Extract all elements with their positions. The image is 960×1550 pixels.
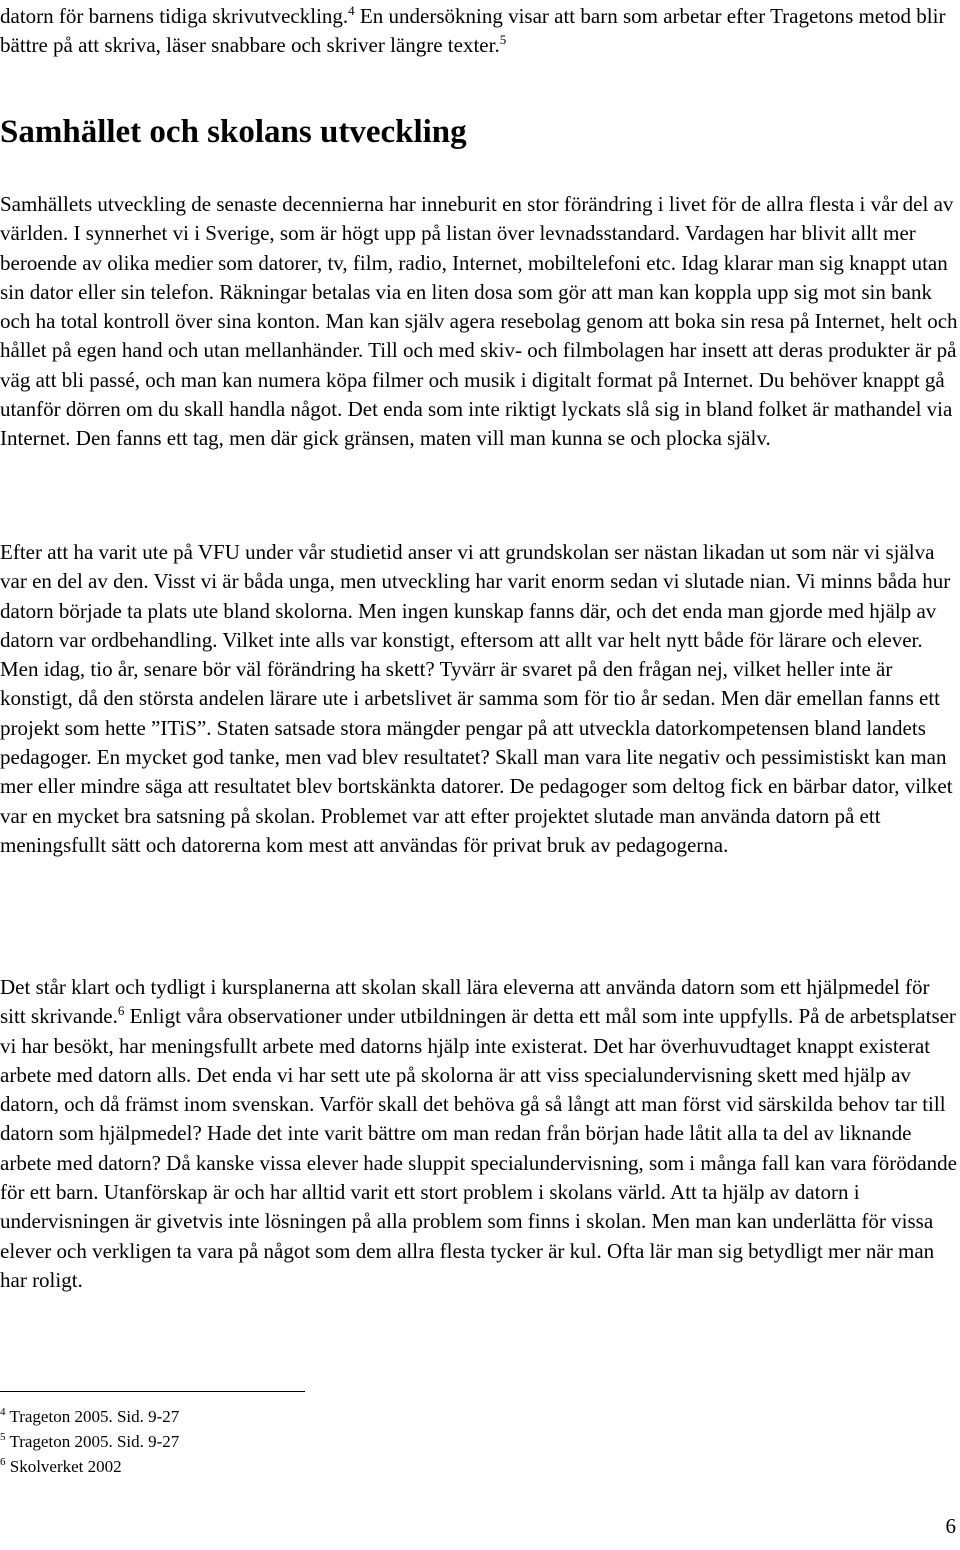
body-paragraph-2: Efter att ha varit ute på VFU under vår studietid anser vi att grundskolan ser nästan likadan ut som när vi själva var en del av den. Visst vi är båda unga, men utveckling har varit enorm sedan vi slutade nian. Vi minns båda hur datorn började ta plats ute bland skolorna. Men ingen kunskap fanns där, och det enda man gjorde med hjälp av datorn var ordbehandling. Vilket inte alls var konstigt, eftersom att allt var helt nytt både för lärare och elever. Men idag, tio år, senare bör väl förändring ha skett? Tyvärr är svaret på den frågan nej, vilket heller inte är konstigt, då den största andelen lärare ute i arbetslivet är samma som för tio år sedan. Men där emellan fanns ett projekt som hette ”ITiS”. Staten satsade stora mängder pengar på att utveckla datorkompetensen bland landets pedagoger. En mycket god tanke, men vad blev resultatet? Skall man vara lite negativ och pessimistiskt kan man mer eller mindre säga att resultatet blev bortskänkta datorer. De pedagoger som deltog fick en bärbar dator, vilket var en mycket bra satsning på skolan. Problemet var att efter projektet slutade man använda datorn på ett meningsfullt sätt och datorerna kom mest att användas för privat bruk av pedagogerna. xyxy=(0,540,953,857)
footnote-text: Skolverket 2002 xyxy=(5,1457,122,1476)
footnote-text: Trageton 2005. Sid. 9-27 xyxy=(5,1432,180,1451)
footnotes-list xyxy=(0,1404,179,1479)
footnote-separator xyxy=(0,1391,305,1392)
footnote-ref-6: 6 xyxy=(117,1003,125,1019)
paragraph-3-text-1: Det står klart och tydligt i kursplanerna att skolan skall lära eleverna att använda datorn som ett hjälpmedel för sitt skrivande. xyxy=(0,975,930,1029)
footnote-ref-4: 4 xyxy=(348,3,355,18)
intro-text-1: datorn för barnens tidiga skrivutveckling. xyxy=(0,4,349,28)
page-number: 6 xyxy=(945,1514,956,1538)
body-paragraph-1: Samhällets utveckling de senaste decennierna har inneburit en stor förändring i livet för de allra flesta i vår del av världen. I synnerhet vi i Sverige, som är högt upp på listan över levnadsstandard. Vardagen har blivit allt mer beroende av olika medier som datorer, tv, film, radio, Internet, mobiltelefoni etc. Idag klarar man sig knappt utan sin dator eller sin telefon. Räkningar betalas via en liten dosa som gör att man kan koppla upp sig mot sin bank och ha total kontroll över sina konton. Man kan själv agera resebolag genom att boka sin resa på Internet, helt och hållet på egen hand och utan mellanhänder. Till och med skiv- och filmbolagen har insett att deras produkter är på väg att bli passé, och man kan numera köpa filmer och musik i digitalt format på Internet. Du behöver knappt gå utanför dörren om du skall handla något. Det enda som inte riktigt lyckats slå sig in bland folket är mathandel via Internet. Den fanns ett tag, men där gick gränsen, maten vill man kunna se och plocka själv. xyxy=(0,192,958,451)
intro-text-2: En undersökning visar att barn som arbetar efter Tragetons metod blir bättre på att skriva, läser snabbare och skriver längre texter. xyxy=(0,4,946,57)
paragraph-3-text-2: Enligt våra observationer under utbildningen är detta ett mål som inte uppfylls. På de arbetsplatser vi har besökt, har meningsfullt arbete med datorns hjälp inte existerat. Det har överhuvudtaget knappt existerat arbete med datorn alls. Det enda vi har sett ute på skolorna är att viss specialundervisning skett med hjälp av datorn, och då främst inom svenskan. Varför skall det behöva gå så långt att man först vid särskilda behov tar till datorn som hjälpmedel? Hade det inte varit bättre om man redan från början hade låtit alla ta del av liknande arbete med datorn? Då kanske vissa elever hade sluppit specialundervisning, som i många fall kan vara förödande för ett barn. Utanförskap är och har alltid varit ett stort problem i skolans värld. Att ta hjälp av datorn i undervisningen är givetvis inte lösningen på alla problem som finns i skolan. Men man kan underlätta för vissa elever och verkligen ta vara på något som dem allra flesta tycker är kul. Ofta lär man sig betydligt mer när man har roligt. xyxy=(0,1004,957,1292)
section-heading: Samhället och skolans utveckling xyxy=(0,114,467,150)
footnote-item xyxy=(0,1454,179,1479)
footnote-item xyxy=(0,1429,179,1454)
footnote-ref-5: 5 xyxy=(499,32,507,47)
footnote-number: 5 xyxy=(0,1431,6,1443)
intro-paragraph xyxy=(0,2,958,60)
body-paragraph-3 xyxy=(0,973,958,1295)
footnote-number: 6 xyxy=(0,1456,6,1468)
footnote-text: Trageton 2005. Sid. 9-27 xyxy=(5,1407,180,1426)
footnote-number: 4 xyxy=(0,1406,6,1418)
footnote-item xyxy=(0,1404,179,1429)
